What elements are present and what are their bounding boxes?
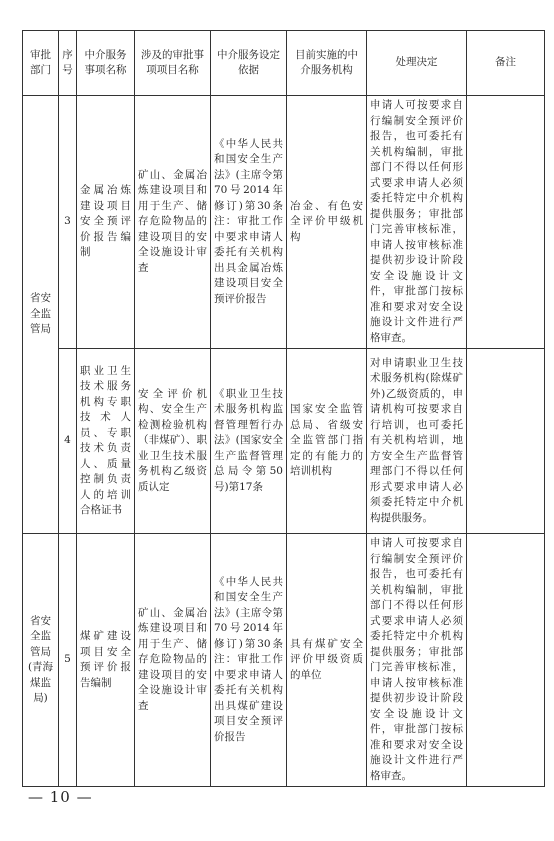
header-remark: 备注 [467,31,545,96]
cell-remark [467,96,545,349]
cell-org: 具有煤矿安全评价甲级资质的单位 [287,534,367,787]
cell-name: 金属冶炼建设项目安全预评价报告编制 [77,96,135,349]
cell-basis: 《中华人民共和国安全生产法》(主席令第70号2014年修订)第30条注：审批工作中要求申请人委托有关机构出具煤矿建设项目安全预评价报告 [211,534,287,787]
header-num: 序号 [59,31,77,96]
cell-item: 安全评价机构、安全生产检测检验机构（非煤矿）、职业卫生技术服务机构乙级资质认定 [135,349,211,534]
cell-num: 4 [59,349,77,534]
cell-decision: 申请人可按要求自行编制安全预评价报告，也可委托有关机构编制，审批部门不得以任何形式要求申请人必须委托特定中介机构提供服务；审批部门完善审核标准，申请人按审核标准提供初步设计阶段安全设施设计文件，审批部门按标准和要求对安全设施设计文件进行严格审查。 [367,534,467,787]
table-row [23,534,545,787]
table-row [23,96,545,349]
cell-decision: 申请人可按要求自行编制安全预评价报告，也可委托有关机构编制，审批部门不得以任何形式要求申请人必须委托特定中介机构提供服务；审批部门完善审核标准，申请人按审核标准提供初步设计阶段安全设施设计文件，审批部门按标准和要求对安全设施设计文件进行严格审查。 [367,96,467,349]
cell-item: 矿山、金属冶炼建设项目和用于生产、储存危险物品的建设项目的安全设施设计审查 [135,534,211,787]
cell-num: 3 [59,96,77,349]
header-decision: 处理决定 [367,31,467,96]
cell-name: 煤矿建设项目安全预评价报告编制 [77,534,135,787]
cell-remark [467,349,545,534]
header-item: 涉及的审批事项项目名称 [135,31,211,96]
cell-dept: 省安全监管局(青海煤监局) [23,534,59,787]
cell-name: 职业卫生技术服务机构专职技术人员、专职技术负责人、质量控制负责人的培训合格证书 [77,349,135,534]
cell-basis: 《中华人民共和国安全生产法》(主席令第70号2014年修订)第30条注：审批工作中要求申请人委托有关机构出具金属冶炼建设项目安全预评价报告 [211,96,287,349]
cell-remark [467,534,545,787]
cell-item: 矿山、金属冶炼建设项目和用于生产、储存危险物品的建设项目的安全设施设计审查 [135,96,211,349]
table-header-row [23,31,545,96]
header-dept: 审批部门 [23,31,59,96]
cell-basis: 《职业卫生技术服务机构监督管理暂行办法》(国家安全生产监督管理总局令第50号)第17条 [211,349,287,534]
cell-dept: 省安全监管局 [23,96,59,534]
page-number: — 10 — [28,788,93,806]
cell-num: 5 [59,534,77,787]
header-basis: 中介服务设定依据 [211,31,287,96]
service-table [22,30,545,787]
table-row [23,349,545,534]
cell-org: 国家安全监管总局、省级安全监管部门指定的有能力的培训机构 [287,349,367,534]
cell-decision: 对申请职业卫生技术服务机构(除煤矿外)乙级资质的，申请机构可按要求自行培训，也可委托有关机构培训，地方安全生产监督管理部门不得以任何形式要求申请人必须委托特定中介机构提供服务。 [367,349,467,534]
header-org: 目前实施的中介服务机构 [287,31,367,96]
header-name: 中介服务事项名称 [77,31,135,96]
cell-org: 冶金、有色安全评价甲级机构 [287,96,367,349]
